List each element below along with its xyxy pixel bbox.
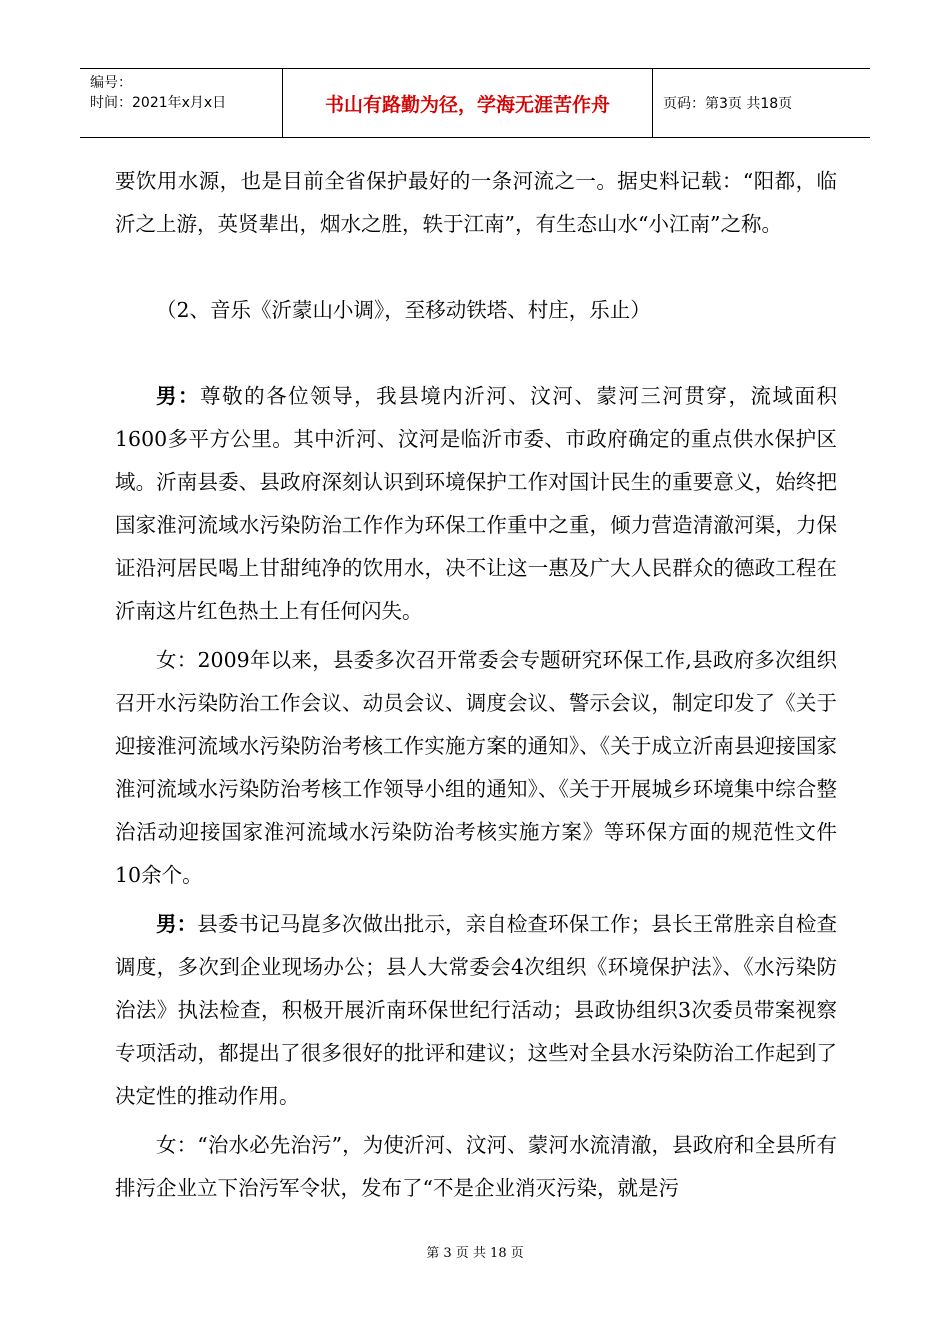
document-number-label: 编号： bbox=[90, 75, 132, 91]
header-page-info: 页码：第3页 共18页 bbox=[663, 96, 793, 112]
paragraph-text: 县委书记马崑多次做出批示，亲自检查环保工作；县长王常胜亲自检查调度，多次到企业现场办公；县人大常委会4次组织《环境保护法》、《水污染防治法》执法检查，积极开展沂南环保世纪行活动；县政协组织3次委员带案视察专项活动，都提出了很多很好的批评和建议；这些对全县水污染防治工作起到了决定性的推动作用。 bbox=[115, 912, 837, 1108]
paragraph-female-2 bbox=[115, 1124, 837, 1210]
speaker-label: 女： bbox=[156, 648, 198, 672]
document-time-label: 时间：2021年x月x日 bbox=[90, 95, 227, 111]
document-body bbox=[115, 160, 837, 1210]
paragraph-continuation: 要饮用水源，也是目前全省保护最好的一条河流之一。据史料记载：“阳都，临沂之上游，英贤辈出，烟水之胜，轶于江南”，有生态山水“小江南”之称。 bbox=[115, 169, 837, 236]
paragraph-male-2 bbox=[115, 903, 837, 1118]
speaker-label: 男： bbox=[156, 912, 198, 936]
header-meta bbox=[80, 69, 283, 137]
stage-direction: （2、音乐《沂蒙山小调》，至移动铁塔、村庄，乐止） bbox=[156, 298, 651, 322]
paragraph-female-1 bbox=[115, 639, 837, 897]
header-motto: 书山有路勤为径，学海无涯苦作舟 bbox=[283, 69, 653, 137]
document-header bbox=[80, 68, 870, 138]
speaker-label: 男： bbox=[156, 384, 201, 408]
page-footer: 第 3 页 共 18 页 bbox=[426, 1246, 524, 1261]
paragraph-text: “治水必先治污”，为使沂河、汶河、蒙河水流清澈，县政府和全县所有排污企业立下治污军令状，发布了“不是企业消灭污染，就是污 bbox=[115, 1133, 837, 1200]
paragraph-male-1 bbox=[115, 375, 837, 633]
paragraph-text: 2009年以来，县委多次召开常委会专题研究环保工作,县政府多次组织召开水污染防治工作会议、动员会议、调度会议、警示会议，制定印发了《关于迎接淮河流域水污染防治考核工作实施方案的通知》、《关于成立沂南县迎接国家淮河流域水污染防治考核工作领导小组的通知》、《关于开展城乡环境集中综合整治活动迎接国家淮河流域水污染防治考核实施方案》等环保方面的规范性文件10余个。 bbox=[115, 648, 838, 887]
speaker-label: 女： bbox=[156, 1133, 198, 1157]
paragraph-text: 尊敬的各位领导，我县境内沂河、汶河、蒙河三河贯穿，流域面积1600多平方公里。其中沂河、汶河是临沂市委、市政府确定的重点供水保护区域。沂南县委、县政府深刻认识到环境保护工作对国计民生的重要意义，始终把国家淮河流域水污染防治工作作为环保工作重中之重，倾力营造清澈河渠，力保证沿河居民喝上甘甜纯净的饮用水，决不让这一惠及广大人民群众的德政工程在沂南这片红色热土上有任何闪失。 bbox=[115, 384, 838, 623]
